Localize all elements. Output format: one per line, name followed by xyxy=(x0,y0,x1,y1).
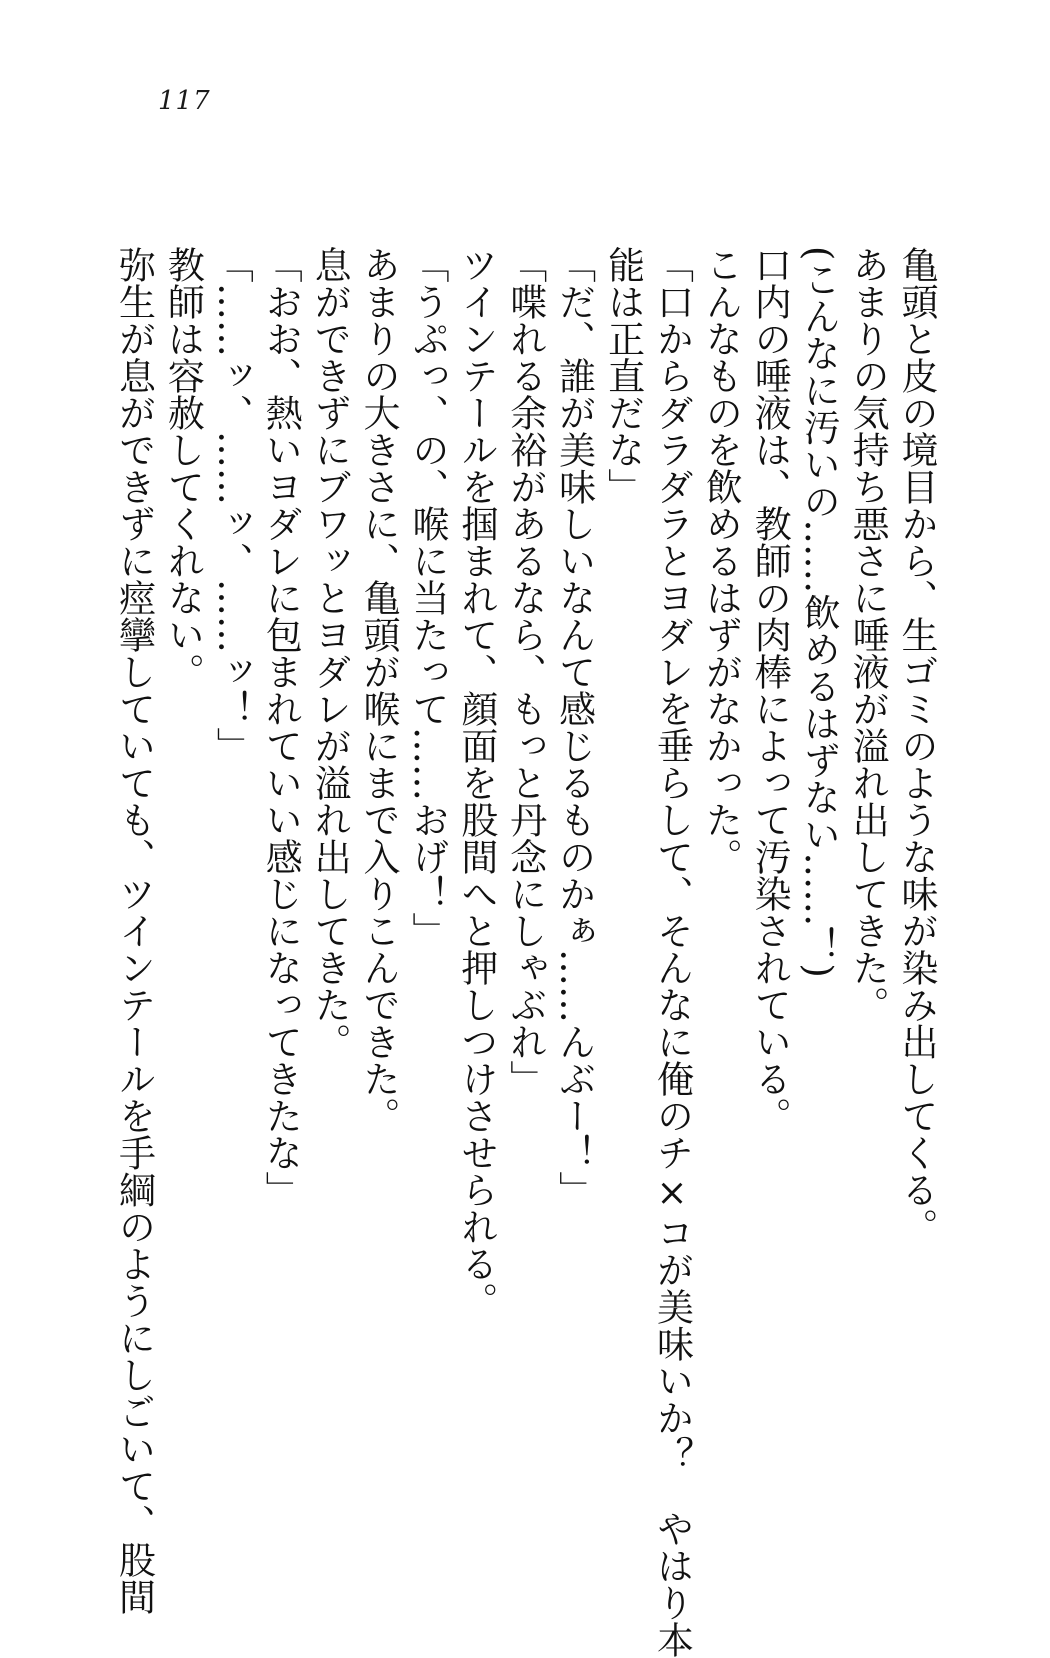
text-line: 「……ッ、……ッ、……ッ！」 xyxy=(210,246,254,764)
text-line: 能は正直だな」 xyxy=(601,246,645,505)
text-line: 「おお、熱いヨダレに包まれていい感じになってきたな」 xyxy=(259,246,303,1208)
text-line: 「うぷっ、の、喉に当たって……おげ！」 xyxy=(405,246,449,949)
text-line: 亀頭と皮の境目から、生ゴミのような味が染み出してくる。 xyxy=(895,246,938,1245)
text-line: 教師は容赦してくれない。 xyxy=(161,246,205,690)
text-line: ツインテールを掴まれて、顔面を股間へと押しつけさせられる。 xyxy=(454,246,498,1319)
text-line: あまりの大きさに、亀頭が喉にまで入りこんできた。 xyxy=(357,246,401,1134)
page-number: 117 xyxy=(158,86,211,116)
text-line: あまりの気持ち悪さに唾液が溢れ出してきた。 xyxy=(846,246,890,1023)
text-line: 弥生が息ができずに痙攣していても、ツインテールを手綱のようにしごいて、股間 xyxy=(112,246,156,1615)
text-line: 口内の唾液は、教師の肉棒によって汚染されている。 xyxy=(748,246,792,1134)
text-line: こんなものを飲めるはずがなかった。 xyxy=(699,246,743,875)
vertical-body-text xyxy=(112,246,940,1658)
text-line: (こんなに汚いの……飲めるはずない……！) xyxy=(797,246,841,978)
text-line: 「喋れる余裕があるなら、もっと丹念にしゃぶれ」 xyxy=(503,246,547,1097)
text-line: 「だ、誰が美味しいなんて感じるものかぁ……んぶー！」 xyxy=(552,246,596,1208)
text-line: 「口からダラダラとヨダレを垂らして、そんなに俺のチ×コが美味いか？ やはり本 xyxy=(650,246,694,1658)
text-line: 息ができずにブワッとヨダレが溢れ出してきた。 xyxy=(308,246,352,1060)
